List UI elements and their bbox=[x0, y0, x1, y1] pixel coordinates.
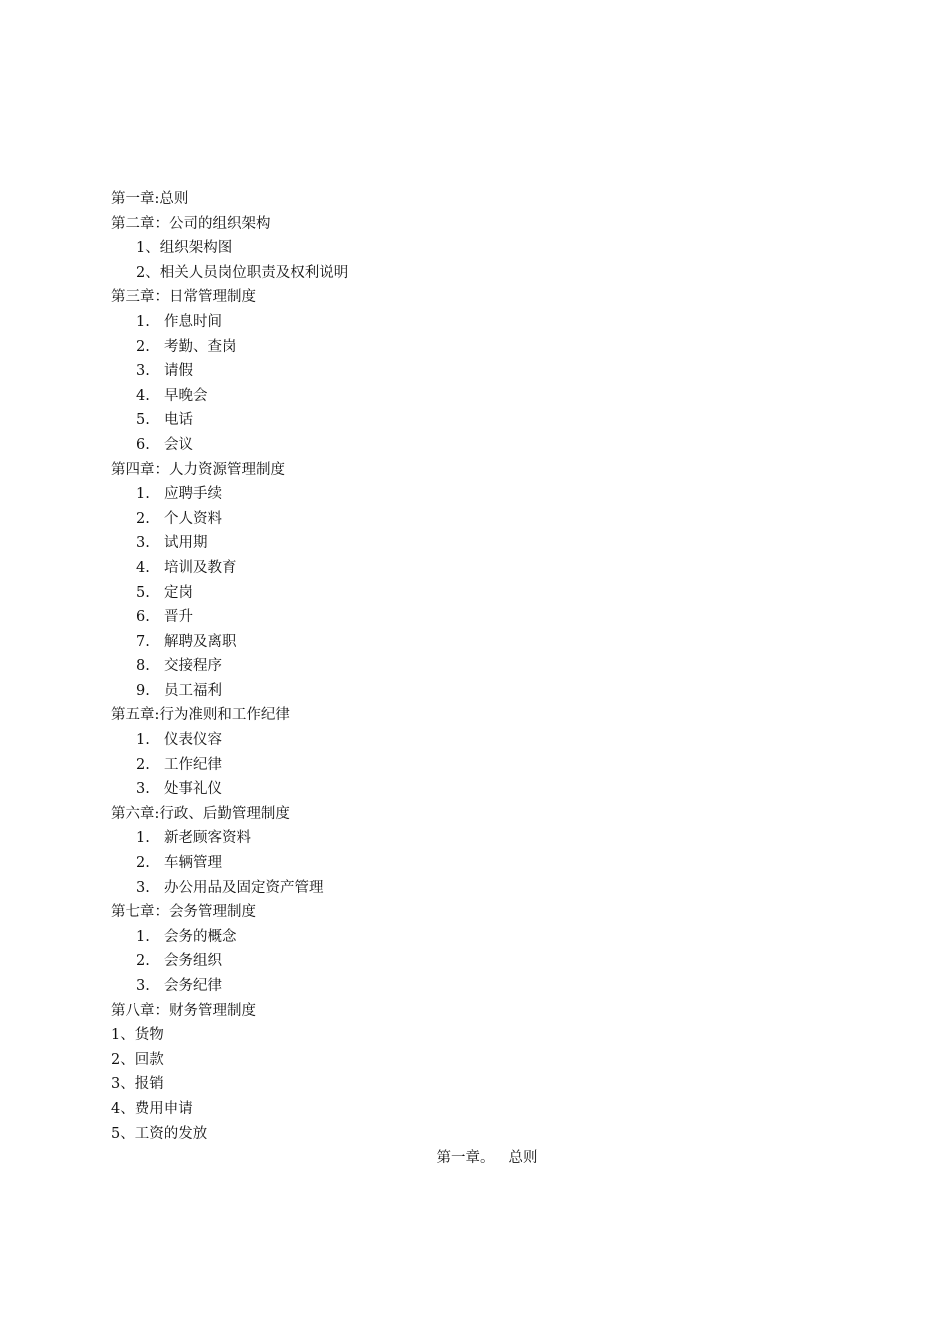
toc-item bbox=[111, 777, 831, 802]
toc-item-text: 工作纪律 bbox=[164, 756, 222, 773]
toc-item-text: 会务纪律 bbox=[164, 978, 222, 994]
toc-item-text: 电话 bbox=[164, 412, 193, 429]
toc-item bbox=[111, 728, 831, 753]
toc-item-text: 试用期 bbox=[164, 535, 208, 552]
toc-item: 2、相关人员岗位职责及权利说明 bbox=[136, 264, 349, 281]
toc-item-number: 2. bbox=[136, 855, 150, 872]
toc-item-text: 仪表仪容 bbox=[164, 732, 222, 749]
toc-item-text: 新老顾客资料 bbox=[164, 830, 251, 847]
section-heading bbox=[0, 1146, 950, 1171]
toc-item-number: 2. bbox=[136, 338, 150, 355]
toc-item bbox=[111, 876, 831, 901]
toc-item-number: 4. bbox=[136, 387, 150, 404]
toc-item bbox=[111, 507, 831, 532]
toc-item-number: 4. bbox=[136, 559, 150, 576]
toc-item: 3、报销 bbox=[111, 1076, 164, 1093]
toc-item: 2、回款 bbox=[111, 1051, 164, 1068]
toc-item-text: 车辆管理 bbox=[164, 855, 222, 872]
toc-chapter-5: 第五章:行为准则和工作纪律 bbox=[111, 707, 290, 724]
toc-item-number: 2. bbox=[136, 756, 150, 773]
toc-item: 4、费用申请 bbox=[111, 1100, 193, 1117]
toc-item bbox=[111, 851, 831, 876]
toc-item bbox=[111, 531, 831, 556]
toc-item-number: 3. bbox=[136, 879, 150, 896]
toc-item bbox=[111, 753, 831, 778]
toc-item bbox=[111, 310, 831, 335]
section-heading-title: 总则 bbox=[508, 1150, 538, 1166]
section-heading-chapter: 第一章。 bbox=[436, 1150, 495, 1166]
toc-item bbox=[111, 605, 831, 630]
toc-item-number: 6. bbox=[136, 436, 150, 453]
toc-item-number: 5. bbox=[136, 584, 150, 601]
toc-item-number: 1. bbox=[136, 928, 150, 945]
toc-item: 5、工资的发放 bbox=[111, 1125, 208, 1142]
toc-item-text: 个人资料 bbox=[164, 510, 222, 527]
toc-item-text: 定岗 bbox=[164, 584, 193, 601]
toc-item-text: 会议 bbox=[164, 436, 193, 453]
toc-item bbox=[111, 359, 831, 384]
toc-item-number: 7. bbox=[136, 633, 150, 650]
toc-chapter-6: 第六章:行政、后勤管理制度 bbox=[111, 805, 290, 822]
toc-chapter-7: 第七章：会务管理制度 bbox=[111, 904, 256, 921]
toc-chapter-8: 第八章：财务管理制度 bbox=[111, 1002, 256, 1019]
toc-item-number: 9. bbox=[136, 682, 150, 699]
toc-item-number: 2. bbox=[136, 510, 150, 527]
toc-item bbox=[111, 581, 831, 606]
toc-item: 1、组织架构图 bbox=[136, 240, 233, 257]
toc-chapter-4: 第四章：人力资源管理制度 bbox=[111, 461, 285, 478]
toc-item bbox=[111, 654, 831, 679]
toc-chapter-2: 第二章：公司的组织架构 bbox=[111, 215, 271, 232]
toc-item bbox=[111, 433, 831, 458]
toc-item-number: 5. bbox=[136, 412, 150, 429]
toc-item-text: 员工福利 bbox=[164, 682, 222, 699]
toc-item-text: 考勤、查岗 bbox=[164, 338, 237, 355]
toc-item-number: 1. bbox=[136, 486, 150, 503]
toc-item-text: 晋升 bbox=[164, 609, 193, 626]
toc-item-number: 1. bbox=[136, 313, 150, 330]
toc-item-text: 会务的概念 bbox=[164, 928, 237, 945]
toc-item-number: 3. bbox=[136, 781, 150, 798]
toc-item bbox=[111, 974, 831, 999]
toc-item bbox=[111, 408, 831, 433]
toc-item-number: 8. bbox=[136, 658, 150, 675]
toc-item bbox=[111, 556, 831, 581]
toc-item bbox=[111, 482, 831, 507]
toc-item bbox=[111, 826, 831, 851]
table-of-contents bbox=[111, 187, 831, 1146]
toc-item-number: 6. bbox=[136, 609, 150, 626]
toc-item-text: 交接程序 bbox=[164, 658, 222, 675]
toc-item-text: 处事礼仪 bbox=[164, 781, 222, 798]
toc-item bbox=[111, 949, 831, 974]
toc-item bbox=[111, 630, 831, 655]
toc-item-text: 早晚会 bbox=[164, 387, 208, 404]
toc-item-text: 应聘手续 bbox=[164, 486, 222, 503]
toc-item-text: 会务组织 bbox=[164, 953, 222, 970]
toc-item bbox=[111, 335, 831, 360]
toc-item-text: 请假 bbox=[164, 363, 193, 380]
toc-item bbox=[111, 925, 831, 950]
toc-item-text: 培训及教育 bbox=[164, 559, 237, 576]
toc-item-text: 办公用品及固定资产管理 bbox=[164, 879, 324, 896]
toc-item bbox=[111, 679, 831, 704]
toc-item-text: 解聘及离职 bbox=[164, 633, 237, 650]
toc-item-number: 3. bbox=[136, 535, 150, 552]
toc-item: 1、货物 bbox=[111, 1027, 164, 1044]
toc-item-number: 3. bbox=[136, 978, 150, 994]
toc-item-number: 3. bbox=[136, 363, 150, 380]
toc-chapter-1: 第一章:总则 bbox=[111, 191, 189, 207]
toc-chapter-3: 第三章：日常管理制度 bbox=[111, 289, 256, 306]
toc-item-number: 1. bbox=[136, 830, 150, 847]
toc-item bbox=[111, 384, 831, 409]
toc-item-number: 1. bbox=[136, 732, 150, 749]
toc-item-number: 2. bbox=[136, 953, 150, 970]
toc-item-text: 作息时间 bbox=[164, 313, 222, 330]
